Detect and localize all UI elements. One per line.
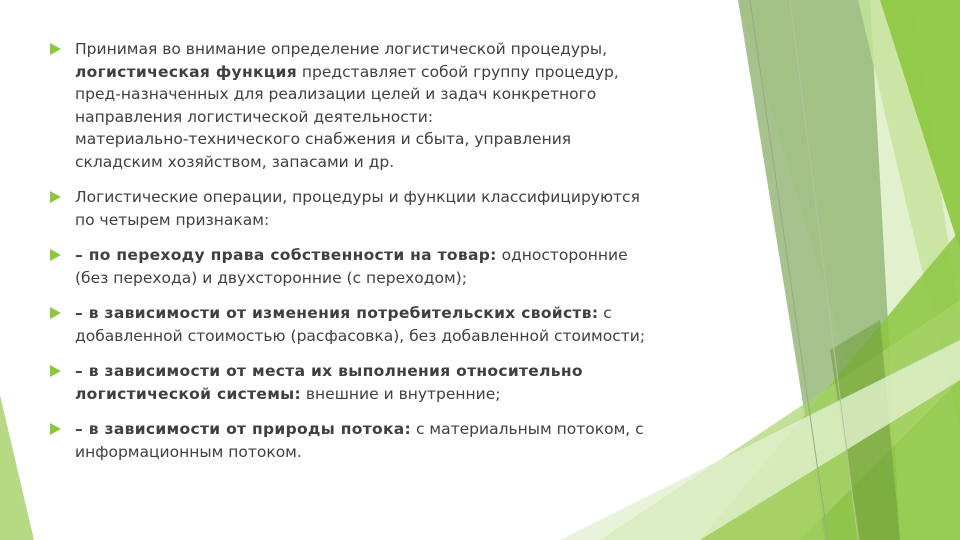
bold-text: – в зависимости от природы потока:	[75, 420, 412, 438]
body-text: (без перехода) и двухсторонние (с переходом);	[75, 268, 467, 287]
body-text: с материальным потоком, с	[411, 420, 644, 438]
bullet-line	[75, 128, 750, 151]
left-green-sliver	[0, 395, 34, 540]
bullet-line	[75, 38, 750, 61]
triangle-right-icon	[50, 191, 61, 203]
body-text: односторонние	[496, 246, 628, 264]
bullet-list	[50, 38, 750, 476]
bold-text: – по переходу права собственности на товар:	[75, 246, 497, 264]
triangle-right-icon	[50, 249, 61, 261]
body-text: Принимая во внимание определение логистической процедуры,	[75, 40, 608, 58]
bullet-line	[75, 360, 750, 383]
bullet-line	[75, 83, 750, 106]
bullet-line	[75, 325, 750, 348]
bullet-line	[75, 106, 750, 129]
body-text: добавленной стоимостью (расфасовка), без добавленной стоимости;	[75, 326, 646, 345]
body-text: направления логистической деятельности:	[75, 107, 434, 126]
bullet-line	[75, 209, 750, 232]
body-text: представляет собой группу процедур,	[296, 62, 619, 81]
bullet-line	[75, 244, 750, 267]
bullet-line	[75, 418, 750, 441]
triangle-right-icon	[50, 423, 61, 435]
body-text: внешние и внутренние;	[300, 384, 501, 403]
bullet-line	[75, 383, 750, 406]
body-text: Логистические операции, процедуры и функции классифицируются	[75, 188, 640, 206]
body-text: по четырем признакам:	[75, 210, 270, 229]
bullet-line	[75, 186, 750, 209]
bullet-line	[75, 441, 750, 464]
bullet-item	[50, 186, 750, 231]
triangle-right-icon	[50, 307, 61, 319]
bullet-line	[75, 61, 750, 84]
triangle-right-icon	[50, 43, 61, 55]
body-text: с	[598, 304, 612, 322]
bullet-line	[75, 151, 750, 174]
bullet-item	[50, 360, 750, 405]
bold-text: логистическая функция	[75, 62, 297, 81]
body-text: складским хозяйством, запасами и др.	[75, 152, 395, 171]
bullet-line	[75, 302, 750, 325]
bold-text: – в зависимости от места их выполнения относительно	[75, 362, 583, 380]
bullet-item	[50, 244, 750, 289]
bullet-item	[50, 418, 750, 463]
bullet-line	[75, 267, 750, 290]
body-text: информационным потоком.	[75, 442, 302, 461]
bold-text: – в зависимости от изменения потребительских свойств:	[75, 304, 599, 322]
triangle-right-icon	[50, 365, 61, 377]
bold-text: логистической системы:	[75, 384, 301, 403]
body-text: материально-технического снабжения и сбыта, управления	[75, 130, 572, 148]
bullet-item	[50, 38, 750, 173]
body-text: пред-назначенных для реализации целей и задач конкретного	[75, 85, 597, 103]
bullet-item	[50, 302, 750, 347]
